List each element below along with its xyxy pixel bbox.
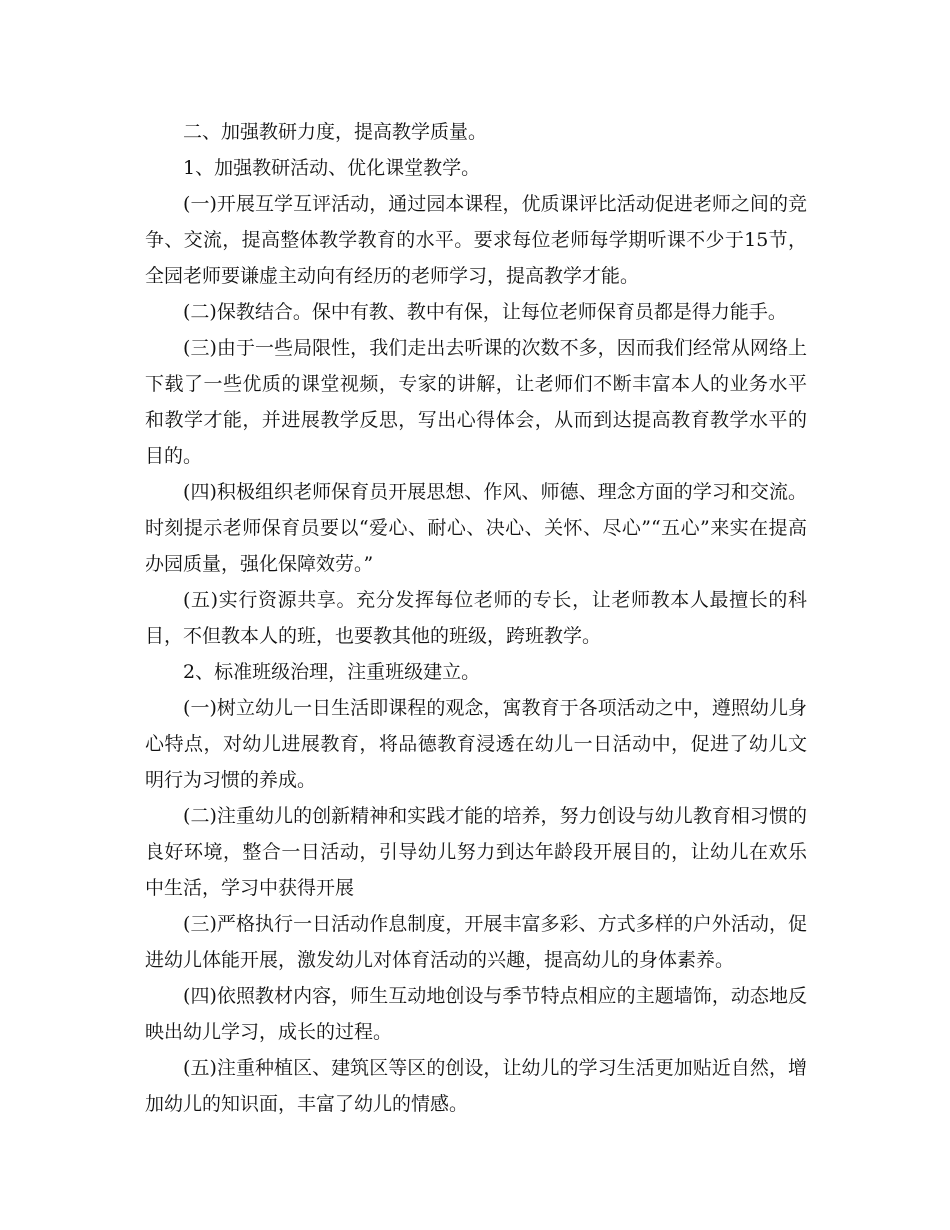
paragraph: (二)注重幼儿的创新精神和实践才能的培养，努力创设与幼儿教育相习惯的良好环境，整合一日活动，引导幼儿努力到达年龄段开展目的，让幼儿在欢乐中生活，学习中获得开展 bbox=[145, 805, 807, 899]
paragraph: (四)依照教材内容，师生互动地创设与季节特点相应的主题墙饰，动态地反映出幼儿学习，成长的过程。 bbox=[145, 985, 807, 1043]
subsection-heading: 1、加强教研活动、优化课堂教学。 bbox=[183, 157, 481, 179]
paragraph: (五)实行资源共享。充分发挥每位老师的专长，让老师教本人最擅长的科目，不但教本人的班，也要教其他的班级，跨班教学。 bbox=[145, 589, 807, 647]
document-body bbox=[145, 114, 807, 1122]
subsection-heading: 2、标准班级治理，注重班级建立。 bbox=[183, 661, 481, 683]
paragraph: (四)积极组织老师保育员开展思想、作风、师德、理念方面的学习和交流。时刻提示老师保育员要以“爱心、耐心、决心、关怀、尽心”“五心”来实在提高办园质量，强化保障效劳。” bbox=[145, 481, 807, 575]
paragraph: (一)开展互学互评活动，通过园本课程，优质课评比活动促进老师之间的竞争、交流，提高整体教学教育的水平。要求每位老师每学期听课不少于15节，全园老师要谦虚主动向有经历的老师学习，提高教学才能。 bbox=[145, 193, 807, 287]
paragraph: (二)保教结合。保中有教、教中有保，让每位老师保育员都是得力能手。 bbox=[183, 301, 787, 323]
paragraph: (一)树立幼儿一日生活即课程的观念，寓教育于各项活动之中，遵照幼儿身心特点，对幼儿进展教育，将品德教育浸透在幼儿一日活动中，促进了幼儿文明行为习惯的养成。 bbox=[145, 697, 807, 791]
section-heading: 二、加强教研力度，提高教学质量。 bbox=[183, 121, 488, 143]
paragraph: (三)由于一些局限性，我们走出去听课的次数不多，因而我们经常从网络上下载了一些优质的课堂视频，专家的讲解，让老师们不断丰富本人的业务水平和教学才能，并进展教学反思，写出心得体会，从而到达提高教育教学水平的目的。 bbox=[145, 337, 807, 467]
paragraph: (三)严格执行一日活动作息制度，开展丰富多彩、方式多样的户外活动，促进幼儿体能开展，激发幼儿对体育活动的兴趣，提高幼儿的身体素养。 bbox=[145, 913, 807, 971]
paragraph: (五)注重种植区、建筑区等区的创设，让幼儿的学习生活更加贴近自然，增加幼儿的知识面，丰富了幼儿的情感。 bbox=[145, 1057, 807, 1115]
